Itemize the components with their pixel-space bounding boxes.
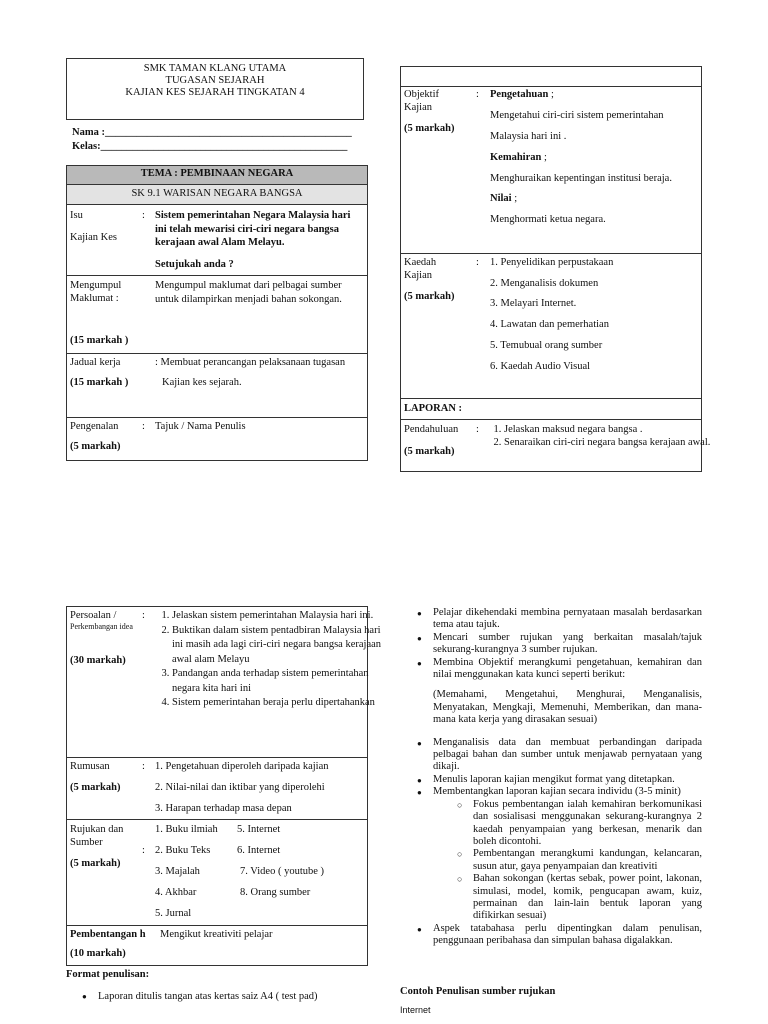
jadual-label: Jadual kerja: [70, 357, 121, 368]
sub-note-item: ○ Fokus pembentangan ialah kemahiran berkomunikasi dan sosialisasi menggunakan sekurang-kurangnya 2 kaedah penyampaian yang berkesan, menarik dan boleh dicontohi.: [473, 799, 702, 849]
rujukan-item: 1. Buku ilmiah: [155, 824, 218, 835]
isu-text: Sistem pemerintahan Negara Malaysia hari ini telah mewarisi ciri-ciri negara bangsa kerajaan awal Alam Melayu.: [155, 210, 351, 248]
nilai-title: Nilai: [490, 193, 512, 204]
pengetahuan-title: Pengetahuan: [490, 89, 549, 100]
rujukan-colon: :: [142, 845, 145, 856]
objektif-label: Objektif: [404, 89, 439, 100]
assignment-title: TUGASAN SEJARAH: [165, 75, 265, 86]
note-item: ● Menganalisis data dan membuat perbandingan daripada pelbagai bahan dan sumber untuk menjawab pernyataan yang dikaji.: [433, 737, 702, 774]
pendahuluan-colon: :: [476, 424, 479, 435]
kaedah-colon: :: [476, 257, 479, 268]
rumusan-marks: (5 markah): [70, 782, 121, 793]
kaedah-item: 3. Melayari Internet.: [490, 298, 577, 309]
nilai-text: Menghormati ketua negara.: [490, 214, 606, 225]
rujukan-item: 7. Video ( youtube ): [240, 866, 325, 877]
pengenalan-marks: (5 markah): [70, 441, 121, 452]
kaedah-item: 1. Penyelidikan perpustakaan: [490, 257, 614, 268]
maklumat-label: Maklumat :: [70, 293, 119, 304]
rujukan-item: 8. Orang sumber: [240, 887, 311, 898]
kaedah-item: 2. Menganalisis dokumen: [490, 278, 599, 289]
keywords-note: (Memahami, Mengetahui, Menghurai, Menganalisis, Menyatakan, Mengkaji, Memenuhi, Memberikan, dan mana-mana kata kerja yang dirasakan sesuai): [433, 689, 702, 726]
mengumpul-marks: (15 markah ): [70, 335, 129, 346]
rujukan-label-2: Sumber: [70, 837, 103, 848]
notes-list: [400, 607, 702, 681]
pendahuluan-item: 2. Senaraikan ciri-ciri negara bangsa kerajaan awal.: [504, 436, 714, 449]
format-item: ● Laporan ditulis tangan atas kertas saiz A4 ( test pad): [98, 990, 388, 1004]
rujukan-label: Rujukan dan: [70, 824, 124, 835]
rumusan-item: 1. Pengetahuan diperoleh daripada kajian: [155, 761, 329, 772]
kemahiran-heading: Kemahiran ;: [490, 152, 547, 163]
school-name: SMK TAMAN KLANG UTAMA: [143, 63, 287, 74]
pengenalan-text: Tajuk / Nama Penulis: [155, 421, 246, 432]
persoalan-item: 4. Sistem pemerintahan beraja perlu dipertahankan: [172, 696, 386, 711]
rujukan-item: 5. Jurnal: [155, 908, 192, 919]
mengumpul-label: Mengumpul: [70, 280, 122, 291]
rumusan-label: Rumusan: [70, 761, 110, 772]
jadual-text: : Membuat perancangan pelaksanaan tugasan: [155, 357, 346, 368]
rujukan-item: 4. Akhbar: [155, 887, 197, 898]
persoalan-item: 3. Pandangan anda terhadap sistem pemerintahan negara kita hari ini: [172, 667, 386, 696]
kaedah-item: 4. Lawatan dan pemerhatian: [490, 319, 609, 330]
contoh-title: Contoh Penulisan sumber rujukan: [400, 986, 556, 997]
kaedah-marks: (5 markah): [404, 291, 455, 302]
rujukan-item: 3. Majalah: [155, 866, 200, 877]
pembentangan-label: Pembentangan h: [70, 929, 146, 940]
pengetahuan-heading: Pengetahuan ;: [490, 89, 554, 100]
pengenalan-colon: :: [142, 421, 145, 432]
persoalan-label: Persoalan /: [70, 610, 117, 621]
kaedah-label: Kaedah: [404, 257, 437, 268]
objektif-colon: :: [476, 89, 479, 100]
rumusan-item: 3. Harapan terhadap masa depan: [155, 803, 292, 814]
pendahuluan-label: Pendahuluan: [404, 424, 459, 435]
internet-label: Internet: [400, 1005, 431, 1015]
isu-question: Setujukah anda ?: [155, 259, 234, 270]
isu-label-2: Kajian Kes: [70, 232, 117, 243]
pengetahuan-text: Mengetahui ciri-ciri sistem pemerintahan: [490, 110, 664, 121]
persoalan-marks: (30 markah): [70, 655, 126, 666]
note-item: ● Pelajar dikehendaki membina pernyataan masalah berdasarkan tema atau tajuk.: [433, 607, 702, 632]
mengumpul-text: Mengumpul maklumat dari pelbagai sumber untuk dilampirkan menjadi bahan sokongan.: [155, 280, 342, 305]
format-title: Format penulisan:: [66, 969, 150, 980]
note-item: ● Aspek tatabahasa perlu dipentingkan dalam penulisan, penggunaan peribahasa dan simpulan bahasa digalakkan.: [433, 923, 702, 948]
format-list: [80, 990, 388, 1004]
persoalan-label-2: Perkembangan idea: [70, 622, 133, 631]
laporan-title: LAPORAN :: [404, 403, 463, 414]
note-item: ● Menulis laporan kajian mengikut format yang ditetapkan.: [433, 774, 702, 786]
objektif-label-2: Kajian: [404, 102, 432, 113]
note-item-text: Membentangkan laporan kajian secara individu (3-5 minit): [433, 786, 681, 798]
rujukan-item: 6. Internet: [237, 845, 281, 856]
kaedah-item: 5. Temubual orang sumber: [490, 340, 603, 351]
objektif-marks: (5 markah): [404, 123, 455, 134]
kemahiran-title: Kemahiran: [490, 152, 542, 163]
nilai-heading: Nilai ;: [490, 193, 518, 204]
pendahuluan-marks: (5 markah): [404, 446, 455, 457]
kaedah-item: 6. Kaedah Audio Visual: [490, 361, 591, 372]
rujukan-marks: (5 markah): [70, 858, 121, 869]
isu-colon: :: [142, 210, 145, 221]
pendahuluan-list: [486, 423, 714, 449]
note-item: [433, 786, 702, 922]
jadual-text-2: Kajian kes sejarah.: [162, 377, 242, 388]
kemahiran-text: Menghuraikan kepentingan institusi beraja.: [490, 173, 672, 184]
jadual-marks: (15 markah ): [70, 377, 129, 388]
pembentangan-marks: (10 markah): [70, 948, 126, 959]
sub-note-item: ○ Bahan sokongan (kertas sebak, power point, lakonan, simulasi, model, komik, pengucapan awam, kuiz, permainan dan lain-lain bentuk laporan yang difikirkan sesuai): [473, 873, 702, 923]
student-name-field: Nama :_______________________________________________: [72, 127, 352, 138]
theme-row: TEMA : PEMBINAAN NEGARA: [67, 166, 367, 184]
note-item: ● Membina Objektif merangkumi pengetahuan, kemahiran dan nilai menggunakan kata kunci seperti berikut:: [433, 657, 702, 682]
case-study-title: KAJIAN KES SEJARAH TINGKATAN 4: [125, 87, 305, 98]
sub-notes: [433, 799, 702, 923]
note-item: ● Mencari sumber rujukan yang berkaitan masalah/tajuk sekurang-kurangnya 3 sumber rujukan.: [433, 632, 702, 657]
notes-list-2: [400, 737, 702, 948]
pendahuluan-item: 1. Jelaskan maksud negara bangsa .: [504, 423, 714, 436]
pengetahuan-text-2: Malaysia hari ini .: [490, 131, 567, 142]
persoalan-colon: :: [142, 610, 145, 621]
notes-section: [400, 607, 702, 948]
isu-label: Isu: [70, 210, 83, 221]
pengenalan-label: Pengenalan: [70, 421, 119, 432]
rujukan-item: 2. Buku Teks: [155, 845, 211, 856]
rumusan-colon: :: [142, 761, 145, 772]
sub-note-item: ○ Pembentangan merangkumi kandungan, kelancaran, susun atur, gaya penyampaian dan kreativiti: [473, 848, 702, 873]
sk-row: SK 9.1 WARISAN NEGARA BANGSA: [67, 185, 367, 204]
student-class-field: Kelas:_______________________________________________: [72, 141, 348, 152]
rujukan-item: 5. Internet: [237, 824, 281, 835]
kaedah-label-2: Kajian: [404, 270, 432, 281]
rumusan-item: 2. Nilai-nilai dan iktibar yang diperolehi: [155, 782, 325, 793]
pembentangan-text: Mengikut kreativiti pelajar: [160, 929, 273, 940]
persoalan-item: 2. Buktikan dalam sistem pentadbiran Malaysia hari ini masih ada lagi ciri-ciri negara bangsa kerajaan awal alam Melayu: [172, 624, 386, 668]
persoalan-list: [152, 609, 386, 711]
header-box: [66, 58, 364, 120]
persoalan-item: 1. Jelaskan sistem pemerintahan Malaysia hari ini.: [172, 609, 386, 624]
